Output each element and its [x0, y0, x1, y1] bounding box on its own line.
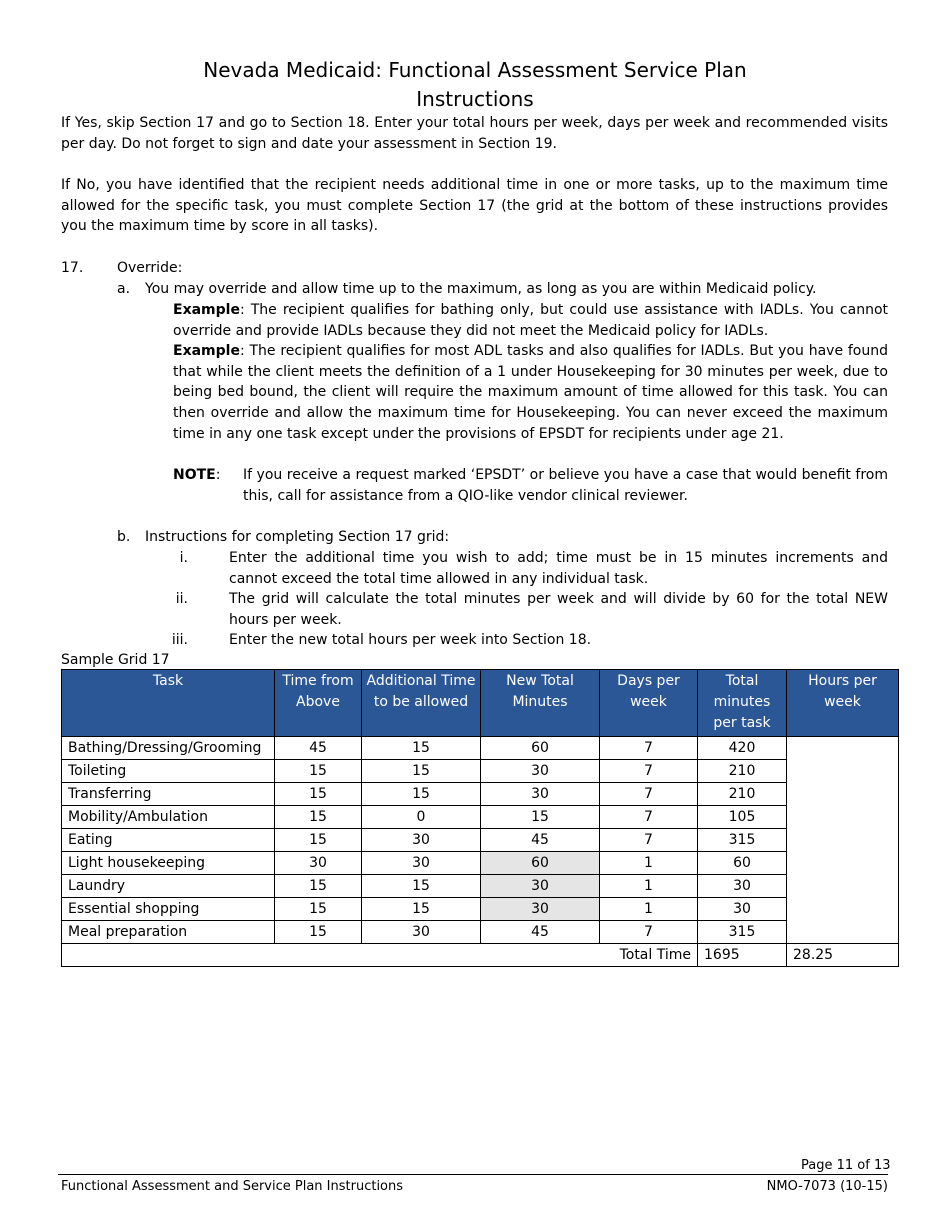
time-from-above-cell: 15	[275, 806, 362, 829]
header-task: Task	[62, 670, 275, 737]
example-label: Example	[173, 343, 240, 359]
example-2	[173, 341, 888, 445]
table-row	[62, 783, 899, 806]
total-hours-value: 28.25	[787, 944, 899, 967]
new-total-cell: 30	[481, 898, 600, 921]
additional-time-cell: 30	[362, 921, 481, 944]
total-minutes-cell: 420	[698, 737, 787, 760]
days-cell: 7	[600, 806, 698, 829]
days-cell: 7	[600, 783, 698, 806]
additional-time-cell: 30	[362, 852, 481, 875]
intro-yes-paragraph: If Yes, skip Section 17 and go to Section 18. Enter your total hours per week, days per week and recommended visits per day. Do not forget to sign and date your assessment in Section 19.	[61, 115, 888, 152]
intro-no-paragraph: If No, you have identified that the recipient needs additional time in one or more tasks, up to the maximum time allowed for the specific task, you must complete Section 17 (the grid at the bottom of these instructions provides you the maximum time by score in all tasks).	[61, 177, 888, 235]
additional-time-cell: 15	[362, 875, 481, 898]
additional-time-cell: 15	[362, 898, 481, 921]
section-number: 17.	[61, 260, 84, 276]
example-2-text: : The recipient qualifies for most ADL tasks and also qualifies for IADLs. But you have found that while the client meets the definition of a 1 under Housekeeping for 30 minutes per week, due to being bed bound, the client will require the maximum amount of time allowed for this task. You can then override and allow the maximum time for Housekeeping. You can never exceed the maximum time in any one task except under the provisions of EPSDT for recipients under age 21.	[173, 343, 888, 442]
time-from-above-cell: 45	[275, 737, 362, 760]
task-cell: Transferring	[62, 783, 275, 806]
table-row	[62, 760, 899, 783]
header-time-from-above: Time from Above	[275, 670, 362, 737]
total-row	[62, 944, 899, 967]
table-row	[62, 806, 899, 829]
task-cell: Toileting	[62, 760, 275, 783]
hours-per-week-blank-cell	[787, 737, 899, 944]
table-row	[62, 829, 899, 852]
table-row	[62, 875, 899, 898]
page-subtitle: Instructions	[416, 87, 534, 111]
time-from-above-cell: 15	[275, 875, 362, 898]
header-days-per-week: Days per week	[600, 670, 698, 737]
days-cell: 7	[600, 921, 698, 944]
total-minutes-value: 1695	[698, 944, 787, 967]
footer-form-number: NMO-7073 (10-15)	[766, 1179, 888, 1194]
days-cell: 1	[600, 875, 698, 898]
new-total-cell: 30	[481, 875, 600, 898]
example-label: Example	[173, 302, 240, 318]
grid-caption: Sample Grid 17	[61, 652, 170, 668]
additional-time-cell: 15	[362, 760, 481, 783]
total-time-label: Total Time	[62, 944, 698, 967]
time-from-above-cell: 15	[275, 921, 362, 944]
task-cell: Essential shopping	[62, 898, 275, 921]
new-total-cell: 60	[481, 852, 600, 875]
table-row	[62, 737, 899, 760]
item-b-marker: b.	[117, 529, 131, 545]
additional-time-cell: 15	[362, 783, 481, 806]
step-marker: ii.	[175, 591, 188, 607]
note-label: NOTE	[173, 467, 216, 483]
footer-left-text: Functional Assessment and Service Plan Instructions	[61, 1179, 404, 1194]
task-cell: Laundry	[62, 875, 275, 898]
total-minutes-cell: 315	[698, 829, 787, 852]
item-a-text: You may override and allow time up to the maximum, as long as you are within Medicaid policy.	[145, 281, 817, 297]
item-a-marker: a.	[117, 281, 131, 297]
additional-time-cell: 0	[362, 806, 481, 829]
total-minutes-cell: 210	[698, 760, 787, 783]
task-cell: Bathing/Dressing/Grooming	[62, 737, 275, 760]
total-minutes-cell: 315	[698, 921, 787, 944]
grid-header-row	[62, 670, 899, 737]
task-cell: Mobility/Ambulation	[62, 806, 275, 829]
total-minutes-cell: 30	[698, 875, 787, 898]
page-number: Page 11 of 13	[801, 1158, 891, 1173]
section-title: Override:	[117, 260, 183, 276]
new-total-cell: 45	[481, 829, 600, 852]
days-cell: 1	[600, 852, 698, 875]
task-cell: Eating	[62, 829, 275, 852]
page-title: Nevada Medicaid: Functional Assessment Service Plan	[203, 58, 747, 82]
step-marker: iii.	[171, 632, 188, 648]
total-minutes-cell: 30	[698, 898, 787, 921]
total-minutes-cell: 210	[698, 783, 787, 806]
additional-time-cell: 15	[362, 737, 481, 760]
header-additional-time: Additional Time to be allowed	[362, 670, 481, 737]
time-from-above-cell: 15	[275, 760, 362, 783]
example-1	[173, 300, 888, 341]
table-row	[62, 898, 899, 921]
days-cell: 7	[600, 760, 698, 783]
step-text: Enter the additional time you wish to add; time must be in 15 minutes increments and cannot exceed the total time allowed in any individual task.	[229, 550, 888, 587]
total-minutes-cell: 60	[698, 852, 787, 875]
step-text: The grid will calculate the total minutes per week and will divide by 60 for the total NEW hours per week.	[229, 591, 888, 628]
new-total-cell: 30	[481, 783, 600, 806]
new-total-cell: 15	[481, 806, 600, 829]
example-1-text: : The recipient qualifies for bathing only, but could use assistance with IADLs. You cannot override and provide IADLs because they did not meet the Medicaid policy for IADLs.	[173, 302, 888, 339]
days-cell: 1	[600, 898, 698, 921]
new-total-cell: 45	[481, 921, 600, 944]
table-row	[62, 852, 899, 875]
task-cell: Light housekeeping	[62, 852, 275, 875]
step-marker: i.	[179, 550, 188, 566]
step-text: Enter the new total hours per week into Section 18.	[229, 632, 592, 648]
new-total-cell: 30	[481, 760, 600, 783]
item-b-text: Instructions for completing Section 17 grid:	[145, 529, 450, 545]
additional-time-cell: 30	[362, 829, 481, 852]
sample-grid-table	[61, 669, 899, 967]
note-text: If you receive a request marked ‘EPSDT’ or believe you have a case that would benefit from this, call for assistance from a QIO-like vendor clinical reviewer.	[243, 467, 888, 504]
new-total-cell: 60	[481, 737, 600, 760]
header-total-minutes-per-task: Total minutes per task	[698, 670, 787, 737]
header-hours-per-week: Hours per week	[787, 670, 899, 737]
task-cell: Meal preparation	[62, 921, 275, 944]
table-row	[62, 921, 899, 944]
total-minutes-cell: 105	[698, 806, 787, 829]
note-colon: :	[215, 467, 221, 483]
time-from-above-cell: 15	[275, 898, 362, 921]
header-new-total-minutes: New Total Minutes	[481, 670, 600, 737]
note-label-wrap	[173, 465, 220, 486]
time-from-above-cell: 15	[275, 783, 362, 806]
days-cell: 7	[600, 737, 698, 760]
time-from-above-cell: 30	[275, 852, 362, 875]
footer-divider	[58, 1174, 888, 1175]
days-cell: 7	[600, 829, 698, 852]
time-from-above-cell: 15	[275, 829, 362, 852]
